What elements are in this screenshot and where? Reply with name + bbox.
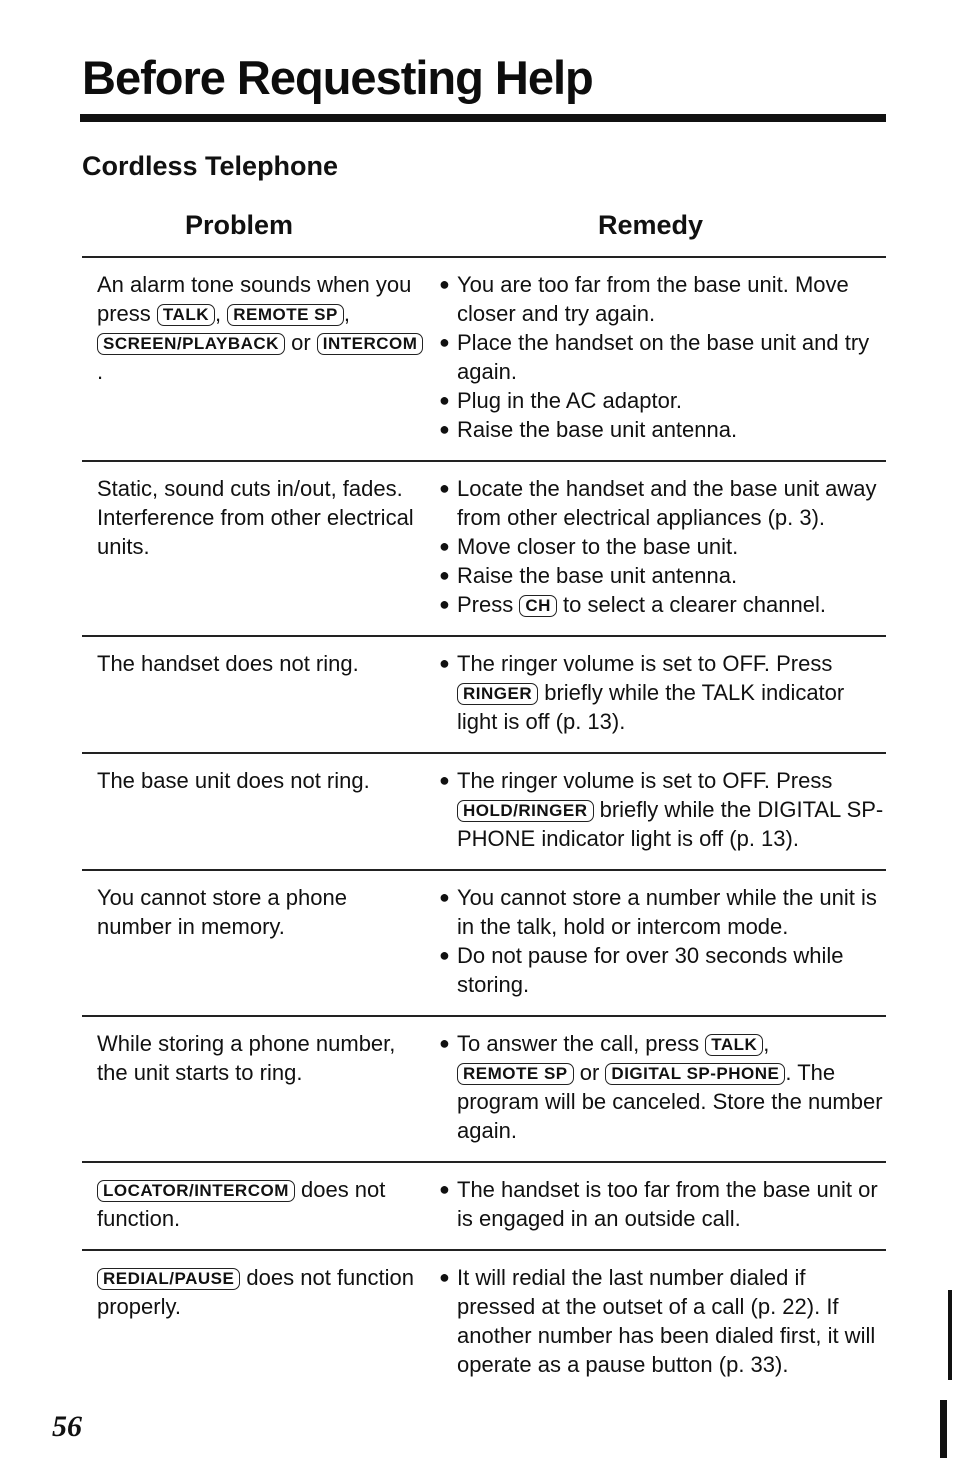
- remedy-cell: [427, 474, 886, 619]
- text-run: It will redial the last number dialed if pressed at the outset of a call (p. 22). If another number has been dialed first, it will operate as a pause button (p. 33).: [457, 1265, 876, 1377]
- text-run: or: [573, 1060, 606, 1085]
- remedy-item: [439, 415, 886, 444]
- bullet-icon: ●: [439, 419, 450, 439]
- table-row: [82, 869, 886, 1015]
- text-run: to select a clearer channel.: [556, 592, 826, 617]
- bullet-icon: ●: [439, 594, 450, 614]
- table-row: [82, 1161, 886, 1249]
- remedy-cell: [427, 1175, 886, 1233]
- text-run: ,: [763, 1031, 770, 1056]
- remedy-item: [439, 883, 886, 941]
- page-title: Before Requesting Help: [82, 51, 593, 104]
- text-run: The base unit does not ring.: [97, 768, 370, 793]
- text-run: To answer the call, press: [457, 1031, 706, 1056]
- remedy-item: [439, 766, 886, 853]
- section-heading: Cordless Telephone: [82, 151, 339, 181]
- key-label: SCREEN/PLAYBACK: [97, 333, 285, 355]
- remedy-cell: [427, 883, 886, 999]
- remedy-item: [439, 328, 886, 386]
- text-run: Raise the base unit antenna.: [457, 563, 738, 588]
- text-run: The handset does not ring.: [97, 651, 359, 676]
- table-row: [82, 460, 886, 635]
- remedy-cell: [427, 1263, 886, 1379]
- problem-cell: [82, 1029, 427, 1145]
- remedy-cell: [427, 766, 886, 853]
- key-label: TALK: [705, 1034, 763, 1056]
- text-run: You cannot store a number while the unit is in the talk, hold or intercom mode.: [457, 885, 877, 939]
- remedy-item: [439, 532, 886, 561]
- text-run: does not function properly.: [97, 1265, 414, 1319]
- remedy-item: [439, 474, 886, 532]
- problem-cell: [82, 766, 427, 853]
- table-row: [82, 1249, 886, 1395]
- problem-cell: [82, 270, 427, 444]
- table-row: [82, 752, 886, 869]
- edge-mark: [940, 1400, 947, 1458]
- remedy-item: [439, 941, 886, 999]
- bullet-icon: ●: [439, 653, 450, 673]
- page-number: 56: [52, 1410, 82, 1443]
- problem-cell: [82, 1175, 427, 1233]
- text-run: The ringer volume is set to OFF. Press: [457, 768, 833, 793]
- key-label: TALK: [157, 304, 215, 326]
- problem-column-header: Problem: [185, 210, 294, 240]
- key-label: REDIAL/PAUSE: [97, 1268, 240, 1290]
- table-row: [82, 1015, 886, 1161]
- text-run: or: [284, 330, 317, 355]
- text-run: ,: [214, 301, 228, 326]
- remedy-item: [439, 590, 886, 619]
- remedy-item: [439, 1175, 886, 1233]
- key-label: REMOTE SP: [457, 1063, 574, 1085]
- remedy-cell: [427, 649, 886, 736]
- text-run: Static, sound cuts in/out, fades. Interference from other electrical units.: [97, 476, 414, 559]
- text-run: . The program will be canceled. Store the number again.: [457, 1060, 883, 1143]
- bullet-icon: ●: [439, 1267, 450, 1287]
- remedy-item: [439, 649, 886, 736]
- bullet-icon: ●: [439, 770, 450, 790]
- text-run: While storing a phone number, the unit starts to ring.: [97, 1031, 396, 1085]
- text-run: ,: [343, 301, 350, 326]
- remedy-item: [439, 1029, 886, 1145]
- text-run: briefly while the DIGITAL SP-PHONE indicator light is off (p. 13).: [457, 797, 884, 851]
- bullet-icon: ●: [439, 536, 450, 556]
- problem-cell: [82, 1263, 427, 1379]
- key-label: INTERCOM: [317, 333, 424, 355]
- bullet-icon: ●: [439, 565, 450, 585]
- bullet-icon: ●: [439, 1179, 450, 1199]
- bullet-icon: ●: [439, 1033, 450, 1053]
- key-label: DIGITAL SP-PHONE: [605, 1063, 785, 1085]
- problem-cell: [82, 474, 427, 619]
- text-run: Raise the base unit antenna.: [457, 417, 738, 442]
- text-run: .: [97, 359, 104, 384]
- remedy-item: [439, 1263, 886, 1379]
- text-run: Place the handset on the base unit and try again.: [457, 330, 870, 384]
- text-run: The handset is too far from the base unit or is engaged in an outside call.: [457, 1177, 878, 1231]
- text-run: You cannot store a phone number in memory.: [97, 885, 347, 939]
- bullet-icon: ●: [439, 332, 450, 352]
- key-label: REMOTE SP: [227, 304, 344, 326]
- text-run: briefly while the TALK indicator light is off (p. 13).: [457, 680, 845, 734]
- remedy-cell: [427, 270, 886, 444]
- problem-cell: [82, 649, 427, 736]
- bullet-icon: ●: [439, 478, 450, 498]
- text-run: Locate the handset and the base unit away from other electrical appliances (p. 3).: [457, 476, 877, 530]
- bullet-icon: ●: [439, 390, 450, 410]
- text-run: An alarm tone sounds when you press: [97, 272, 412, 326]
- problem-cell: [82, 883, 427, 999]
- troubleshooting-table: [82, 256, 886, 1395]
- text-run: Plug in the AC adaptor.: [457, 388, 683, 413]
- table-row: [82, 635, 886, 752]
- table-row: [82, 256, 886, 460]
- key-label: HOLD/RINGER: [457, 800, 594, 822]
- bullet-icon: ●: [439, 945, 450, 965]
- text-run: You are too far from the base unit. Move closer and try again.: [457, 272, 849, 326]
- key-label: LOCATOR/INTERCOM: [97, 1180, 295, 1202]
- text-run: does not function.: [97, 1177, 386, 1231]
- remedy-cell: [427, 1029, 886, 1145]
- text-run: Do not pause for over 30 seconds while storing.: [457, 943, 844, 997]
- text-run: Press: [457, 592, 520, 617]
- remedy-item: [439, 561, 886, 590]
- edge-mark: [948, 1290, 952, 1380]
- remedy-item: [439, 386, 886, 415]
- key-label: RINGER: [457, 683, 538, 705]
- bullet-icon: ●: [439, 274, 450, 294]
- key-label: CH: [519, 595, 557, 617]
- title-rule: [80, 114, 886, 122]
- remedy-column-header: Remedy: [598, 210, 704, 240]
- text-run: Move closer to the base unit.: [457, 534, 739, 559]
- bullet-icon: ●: [439, 887, 450, 907]
- remedy-item: [439, 270, 886, 328]
- text-run: The ringer volume is set to OFF. Press: [457, 651, 833, 676]
